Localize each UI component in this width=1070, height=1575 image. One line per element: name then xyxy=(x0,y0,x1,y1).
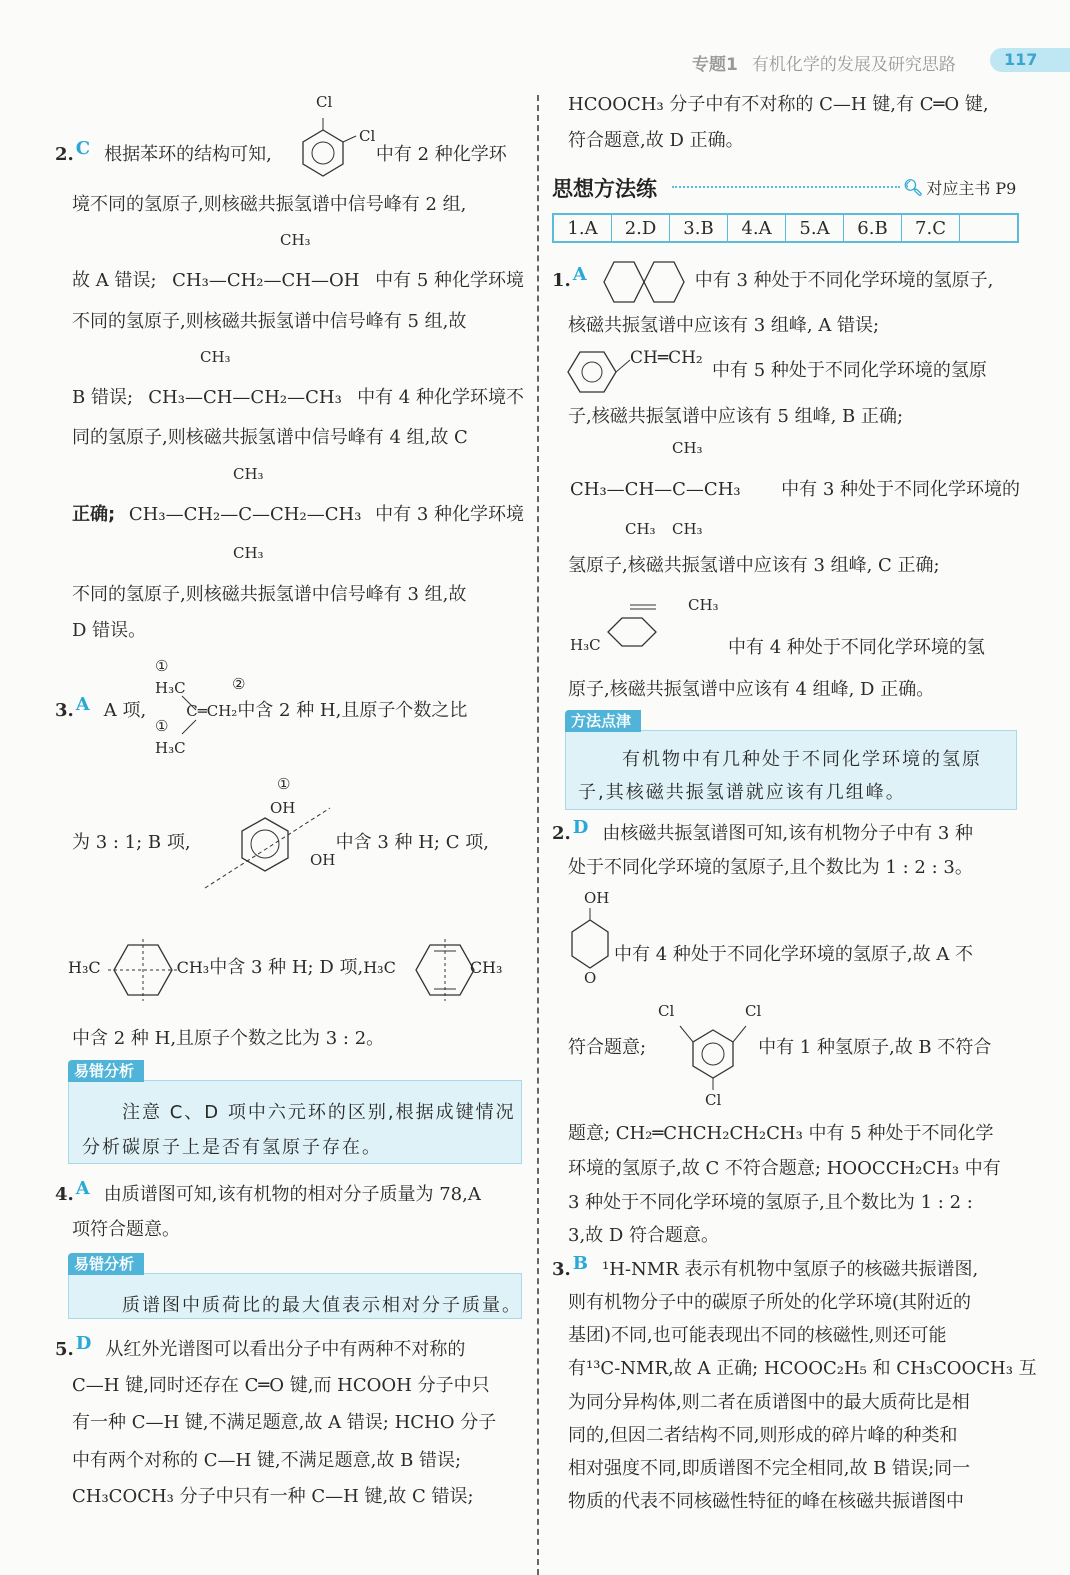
text-line: 题意; CH₂═CHCH₂CH₂CH₃ 中有 5 种处于不同化学 xyxy=(568,1123,994,1144)
ch3-label: CH₃ xyxy=(176,958,210,977)
oh-label: OH xyxy=(584,889,610,907)
text-line: 同的氢原子,则核磁共振氢谱中信号峰有 4 组,故 C xyxy=(72,427,468,448)
dichlorobenzene-structure xyxy=(298,118,358,178)
oxanol-structure xyxy=(568,908,618,978)
circled-number: ① xyxy=(155,717,169,735)
running-header xyxy=(692,50,956,75)
text: B 错误; xyxy=(72,387,134,408)
methylenecyclohexane-structure xyxy=(598,600,668,670)
q3-line xyxy=(55,694,525,724)
answer-cell xyxy=(960,215,1017,241)
ch3-label: CH₃ xyxy=(688,596,719,614)
text: 中有 4 种化学环境不 xyxy=(357,387,524,408)
cl-label: Cl xyxy=(658,1002,675,1020)
text-line: 有¹³C-NMR,故 A 正确; HCOOC₂H₅ 和 CH₃COOCH₃ 互 xyxy=(568,1358,1037,1379)
text-line: 氢原子,核磁共振氢谱中应该有 3 组峰, C 正确; xyxy=(568,555,940,576)
text: 正确; xyxy=(72,504,116,525)
search-icon: 🔍︎ xyxy=(903,178,924,197)
text: 由质谱图可知,该有机物的相对分子质量为 78,A xyxy=(103,1184,481,1205)
isobutene-bonds xyxy=(180,690,200,740)
text-line: 不同的氢原子,则核磁共振氢谱中信号峰有 5 组,故 xyxy=(72,311,467,332)
text: 中含 2 种 H,且原子个数之比 xyxy=(237,700,468,721)
column-divider xyxy=(537,95,539,1575)
text-line: 为同分异构体,则二者在质谱图中的最大质荷比是相 xyxy=(568,1392,970,1413)
ch3-label: CH₃ xyxy=(672,439,703,457)
h3c-label: H₃C xyxy=(570,636,601,654)
q3-line xyxy=(552,1253,1020,1283)
h3c-label: H₃C xyxy=(363,958,396,977)
text: 中有 2 种化学环 xyxy=(375,144,507,165)
tip-text: 子,其核磁共振氢谱就应该有几组峰。 xyxy=(578,782,906,803)
chapter-title: 有机化学的发展及研究思路 xyxy=(751,55,956,75)
answer-cell: 3.B xyxy=(670,215,728,241)
ch3-label: CH₃ xyxy=(200,348,231,366)
text-line: 3 种处于不同化学环境的氢原子,且个数比为 1 : 2 : xyxy=(568,1192,973,1213)
text: 由核磁共振氢谱图可知,该有机物分子中有 3 种 xyxy=(602,823,974,844)
text-line: 项符合题意。 xyxy=(72,1219,180,1240)
formula: CH₃—CH₂—CH—OH xyxy=(172,270,360,291)
answer-cell: 4.A xyxy=(728,215,786,241)
text-line: CH₃COCH₃ 分子中只有一种 C—H 键,故 C 错误; xyxy=(72,1486,474,1507)
text: 中有 3 种化学环境 xyxy=(375,504,524,525)
answer-cell: 1.A xyxy=(554,215,612,241)
tip-text: 质谱图中质荷比的最大值表示相对分子质量。 xyxy=(122,1295,522,1316)
text: 中有 5 种化学环境 xyxy=(375,270,524,291)
section-dots xyxy=(672,186,900,188)
text-line: 相对强度不同,即质谱图不完全相同,故 B 错误;同一 xyxy=(568,1458,971,1479)
text-line: 中含 2 种 H,且原子个数之比为 3 : 2。 xyxy=(72,1028,385,1049)
section-ref[interactable] xyxy=(903,176,1016,199)
q5-line xyxy=(55,1333,525,1363)
answer-table xyxy=(552,213,1019,243)
text-line: 物质的代表不同核磁性特征的峰在核磁共振谱图中 xyxy=(568,1491,964,1512)
h3c-label: H₃C xyxy=(68,958,101,977)
answer-cell: 5.A xyxy=(786,215,844,241)
cl-label: Cl xyxy=(705,1091,722,1109)
text-line: 不同的氢原子,则核磁共振氢谱中信号峰有 3 组,故 xyxy=(72,584,467,605)
answer-cell: 6.B xyxy=(844,215,902,241)
question-number: 5. xyxy=(55,1339,74,1360)
ch3-label: CH₃ xyxy=(625,520,656,538)
text-line: 中有两个对称的 C—H 键,不满足题意,故 B 错误; xyxy=(72,1450,462,1471)
topic-label: 专题1 xyxy=(692,55,738,75)
o-label: O xyxy=(584,969,597,987)
circled-number: ① xyxy=(155,657,169,675)
question-number: 4. xyxy=(55,1184,74,1205)
question-number: 1. xyxy=(552,270,571,291)
text-line: 原子,核磁共振氢谱中应该有 4 组峰, D 正确。 xyxy=(568,679,935,700)
oh-label: OH xyxy=(310,851,336,869)
text: ¹H-NMR 表示有机物中氢原子的核磁共振谱图, xyxy=(602,1259,979,1280)
tip-text: 分析碳原子上是否有氢原子存在。 xyxy=(82,1137,382,1158)
text-line: 境不同的氢原子,则核磁共振氢谱中信号峰有 2 组, xyxy=(72,194,467,215)
q4-line xyxy=(55,1178,525,1208)
text-line: 中有 4 种处于不同化学环境的氢原子,故 A 不 xyxy=(614,944,974,965)
question-number: 3. xyxy=(552,1259,571,1280)
text: 中含 3 种 H; D 项, xyxy=(209,957,364,978)
answer-letter: C xyxy=(75,138,91,159)
text-line xyxy=(72,502,524,528)
ch3-label: CH₃ xyxy=(672,520,703,538)
text-line: 处于不同化学环境的氢原子,且个数比为 1 : 2 : 3。 xyxy=(568,857,973,878)
text-line: 基团)不同,也可能表现出不同的核磁性,则还可能 xyxy=(568,1325,947,1346)
q1-line xyxy=(552,264,1020,294)
text-line xyxy=(570,477,1020,503)
text-line: 中有 5 种处于不同化学环境的氢原 xyxy=(712,360,987,381)
formula: CH₃—CH—C—CH₃ xyxy=(570,479,741,500)
text-line xyxy=(72,385,524,411)
text: 中含 3 种 H; C 项, xyxy=(335,832,489,853)
formula: CH₃—CH—CH₂—CH₃ xyxy=(148,387,342,408)
page-number: 117 xyxy=(990,48,1070,72)
text-line: 同的,但因二者结构不同,则形成的碎片峰的种类和 xyxy=(568,1425,958,1446)
text-line xyxy=(568,1035,1020,1061)
styrene-ring xyxy=(568,350,628,394)
tip-tag: 易错分析 xyxy=(68,1060,144,1082)
tip-tag: 易错分析 xyxy=(68,1253,144,1275)
text: 符合题意; xyxy=(568,1037,647,1058)
section-title: 思想方法练 xyxy=(552,177,657,201)
text-line: 有一种 C—H 键,不满足题意,故 A 错误; HCHO 分子 xyxy=(72,1412,497,1433)
answer-letter: A xyxy=(75,1178,90,1199)
text: 根据苯环的结构可知, xyxy=(104,144,272,165)
answer-cell: 7.C xyxy=(902,215,960,241)
answer-letter: A xyxy=(75,694,90,715)
answer-letter: D xyxy=(572,817,589,838)
oh-label: OH xyxy=(270,799,296,817)
formula: CH₃—CH₂—C—CH₂—CH₃ xyxy=(128,504,362,525)
cl-label: Cl xyxy=(316,93,333,111)
answer-letter: B xyxy=(572,1253,589,1274)
text-line: D 错误。 xyxy=(72,620,147,641)
text-line: 符合题意,故 D 正确。 xyxy=(568,130,744,151)
text-line: 3,故 D 符合题意。 xyxy=(568,1225,720,1246)
cl-label: Cl xyxy=(359,127,376,145)
question-number: 2. xyxy=(55,144,74,165)
text-line xyxy=(72,830,524,856)
text-line: HCOOCH₃ 分子中有不对称的 C—H 键,有 C═O 键, xyxy=(568,94,989,115)
circled-number: ② xyxy=(232,675,246,693)
q2-line xyxy=(552,817,1020,847)
text-line: 则有机物分子中的碳原子所处的化学环境(其附近的 xyxy=(568,1292,972,1313)
text-line: 子,核磁共振氢谱中应该有 5 组峰, B 正确; xyxy=(568,406,904,427)
ref-text: 对应主书 P9 xyxy=(926,179,1017,198)
formula: C═CH₂ xyxy=(186,702,238,720)
text: 故 A 错误; xyxy=(72,270,157,291)
ch3-label: CH₃ xyxy=(280,231,311,249)
text: A 项, xyxy=(103,700,147,721)
ch3-label: CH₃ xyxy=(233,544,264,562)
text-line xyxy=(68,955,528,981)
ch3-label: CH₃ xyxy=(469,958,503,977)
text: 中有 3 种处于不同化学环境的氢原子, xyxy=(694,270,994,291)
text: 中有 1 种氢原子,故 B 不符合 xyxy=(758,1037,992,1058)
tip-text: 有机物中有几种处于不同化学环境的氢原 xyxy=(622,749,982,770)
question-number: 2. xyxy=(552,823,571,844)
q2-line xyxy=(55,138,525,168)
text-line: C—H 键,同时还存在 C═O 键,而 HCOOH 分子中只 xyxy=(72,1375,490,1396)
text-line: 中有 4 种处于不同化学环境的氢 xyxy=(728,637,985,658)
h3c-label: H₃C xyxy=(155,679,186,697)
text: 为 3 : 1; B 项, xyxy=(72,832,191,853)
question-number: 3. xyxy=(55,700,74,721)
text: 中有 3 种处于不同化学环境的 xyxy=(781,479,1020,500)
cl-label: Cl xyxy=(745,1002,762,1020)
answer-letter: A xyxy=(572,264,587,285)
text-line xyxy=(72,268,524,294)
ch3-label: CH₃ xyxy=(233,465,264,483)
text-line: 核磁共振氢谱中应该有 3 组峰, A 错误; xyxy=(568,315,880,336)
tip-text: 注意 C、D 项中六元环的区别,根据成键情况 xyxy=(122,1102,516,1123)
text-line: 环境的氢原子,故 C 不符合题意; HOOCCH₂CH₃ 中有 xyxy=(568,1158,1001,1179)
tip-tag: 方法点津 xyxy=(565,710,641,732)
answer-cell: 2.D xyxy=(612,215,670,241)
vinyl-label: CH═CH₂ xyxy=(630,348,703,368)
circled-number: ① xyxy=(277,775,291,793)
h3c-label: H₃C xyxy=(155,739,186,757)
text: 从红外光谱图可以看出分子中有两种不对称的 xyxy=(105,1339,466,1360)
answer-letter: D xyxy=(75,1333,92,1354)
